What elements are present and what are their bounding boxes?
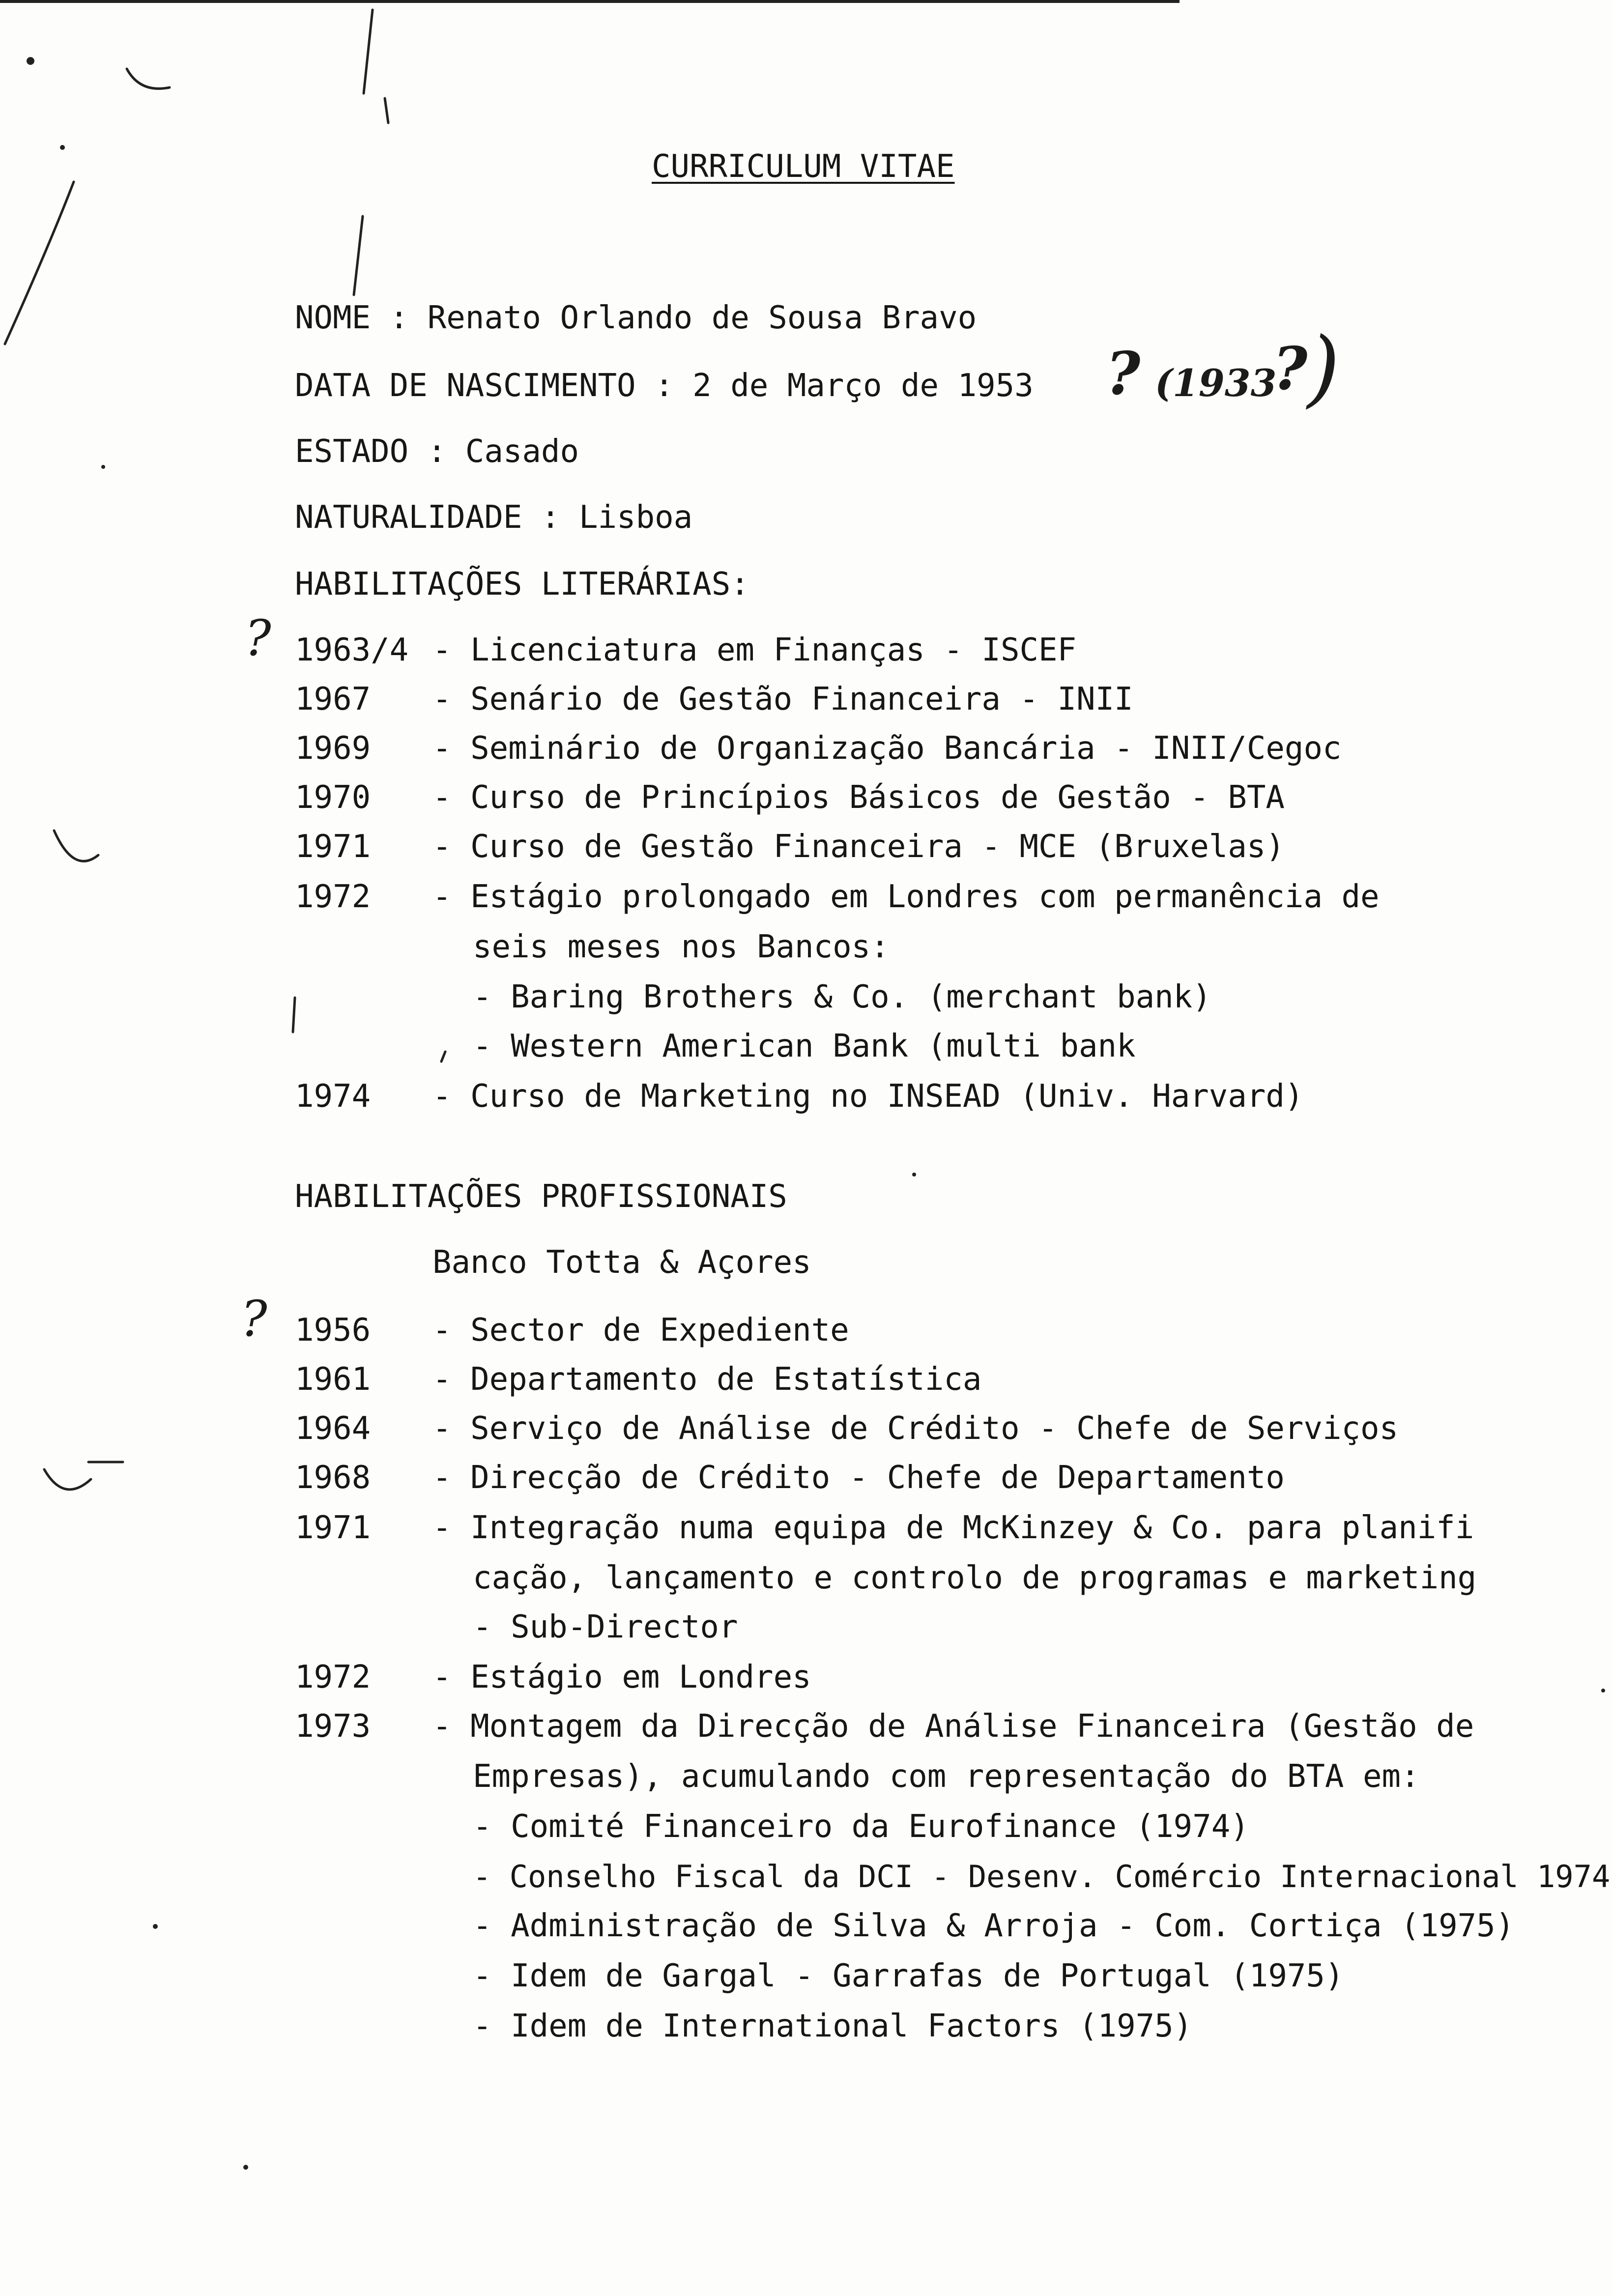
prof-subitem: - Conselho Fiscal da DCI - Desenv. Comércio Internacional 1974 <box>473 1859 1611 1894</box>
prof-year: 1968 <box>295 1460 371 1496</box>
prof-subitem: - Comité Financeiro da Eurofinance (1974) <box>473 1808 1249 1845</box>
field-naturalidade: NATURALIDADE : Lisboa <box>295 499 693 536</box>
prof-subitem: - Idem de Gargal - Garrafas de Portugal (1975) <box>473 1958 1344 1994</box>
lit-year: 1963/4 <box>295 632 409 668</box>
lit-entry: - Estágio prolongado em Londres com permanência de <box>432 879 1380 915</box>
prof-entry-continuation: cação, lançamento e controlo de programas e marketing <box>473 1560 1477 1596</box>
margin-curve <box>54 831 98 861</box>
lit-entry: - Curso de Marketing no INSEAD (Univ. Harvard) <box>432 1078 1304 1115</box>
prof-year: 1973 <box>295 1708 371 1745</box>
pen-stroke <box>354 216 363 295</box>
prof-entry-continuation: Empresas), acumulando com representação do BTA em: <box>473 1758 1420 1795</box>
section-heading-literarias: HABILITAÇÕES LITERÁRIAS: <box>295 566 749 603</box>
field-estado: ESTADO : Casado <box>295 433 579 470</box>
ink-dot <box>27 57 34 65</box>
pen-stroke <box>293 998 295 1032</box>
lit-year: 1970 <box>295 779 371 816</box>
prof-year: 1971 <box>295 1510 371 1546</box>
pen-stroke <box>364 10 373 93</box>
lit-year: 1974 <box>295 1078 371 1115</box>
handwritten-question-mark: ? <box>1273 334 1308 403</box>
prof-year: 1956 <box>295 1312 371 1349</box>
handwritten-paren: ) <box>1307 319 1340 417</box>
lit-entry-continuation: seis meses nos Bancos: <box>473 929 890 965</box>
lit-entry: - Curso de Princípios Básicos de Gestão - BTA <box>432 779 1285 816</box>
pen-stroke <box>385 98 388 123</box>
prof-entry: - Departamento de Estatística <box>432 1361 982 1398</box>
prof-entry: - Serviço de Análise de Crédito - Chefe de Serviços <box>432 1410 1399 1447</box>
lit-entry: - Curso de Gestão Financeira - MCE (Bruxelas) <box>432 829 1285 865</box>
prof-entry: - Integração numa equipa de McKinzey & Co. para planifi <box>432 1510 1474 1546</box>
prof-entry: - Sector de Expediente <box>432 1312 849 1349</box>
ink-dot <box>101 465 105 469</box>
lit-year: 1967 <box>295 681 371 718</box>
prof-entry: - Montagem da Direcção de Análise Financeira (Gestão de <box>432 1708 1474 1745</box>
field-nome: NOME : Renato Orlando de Sousa Bravo <box>295 300 977 336</box>
handwritten-question-mark: ? <box>1106 339 1141 408</box>
pen-stroke <box>441 1052 445 1062</box>
lit-subitem: - Western American Bank (multi bank <box>473 1028 1136 1064</box>
prof-entry: - Direcção de Crédito - Chefe de Departamento <box>432 1460 1285 1496</box>
ink-dot <box>243 2165 248 2170</box>
margin-question-mark: ? <box>241 1290 267 1348</box>
prof-entry: - Estágio em Londres <box>432 1659 811 1695</box>
lit-subitem: - Baring Brothers & Co. (merchant bank) <box>473 979 1211 1015</box>
ink-dot <box>912 1173 916 1177</box>
lit-entry: - Licenciatura em Finanças - ISCEF <box>432 632 1077 668</box>
prof-year: 1972 <box>295 1659 371 1695</box>
ink-dot <box>1601 1689 1605 1693</box>
lit-year: 1972 <box>295 879 371 915</box>
margin-curve <box>44 1469 91 1490</box>
lit-year: 1971 <box>295 829 371 865</box>
prof-subitem: - Idem de International Factors (1975) <box>473 2008 1193 2044</box>
ink-dot <box>153 1924 158 1929</box>
margin-question-mark: ? <box>245 609 271 667</box>
margin-slash <box>5 182 74 344</box>
prof-year: 1964 <box>295 1410 371 1447</box>
employer-name: Banco Totta & Açores <box>432 1244 811 1281</box>
prof-entry-continuation: - Sub-Director <box>473 1609 738 1645</box>
handwritten-birth-year: (1933 <box>1155 361 1277 405</box>
prof-subitem: - Administração de Silva & Arroja - Com. Cortiça (1975) <box>473 1908 1515 1944</box>
section-heading-profissionais: HABILITAÇÕES PROFISSIONAIS <box>295 1178 787 1215</box>
prof-year: 1961 <box>295 1361 371 1398</box>
lit-entry: - Seminário de Organização Bancária - INII/Cegoc <box>432 730 1342 767</box>
document-title: CURRICULUM VITAE <box>652 148 955 185</box>
lit-year: 1969 <box>295 730 371 767</box>
lit-entry: - Senário de Gestão Financeira - INII <box>432 681 1133 718</box>
ink-dot <box>60 145 65 150</box>
field-data-nascimento: DATA DE NASCIMENTO : 2 de Março de 1953 <box>295 368 1034 404</box>
pen-stroke <box>127 69 170 88</box>
